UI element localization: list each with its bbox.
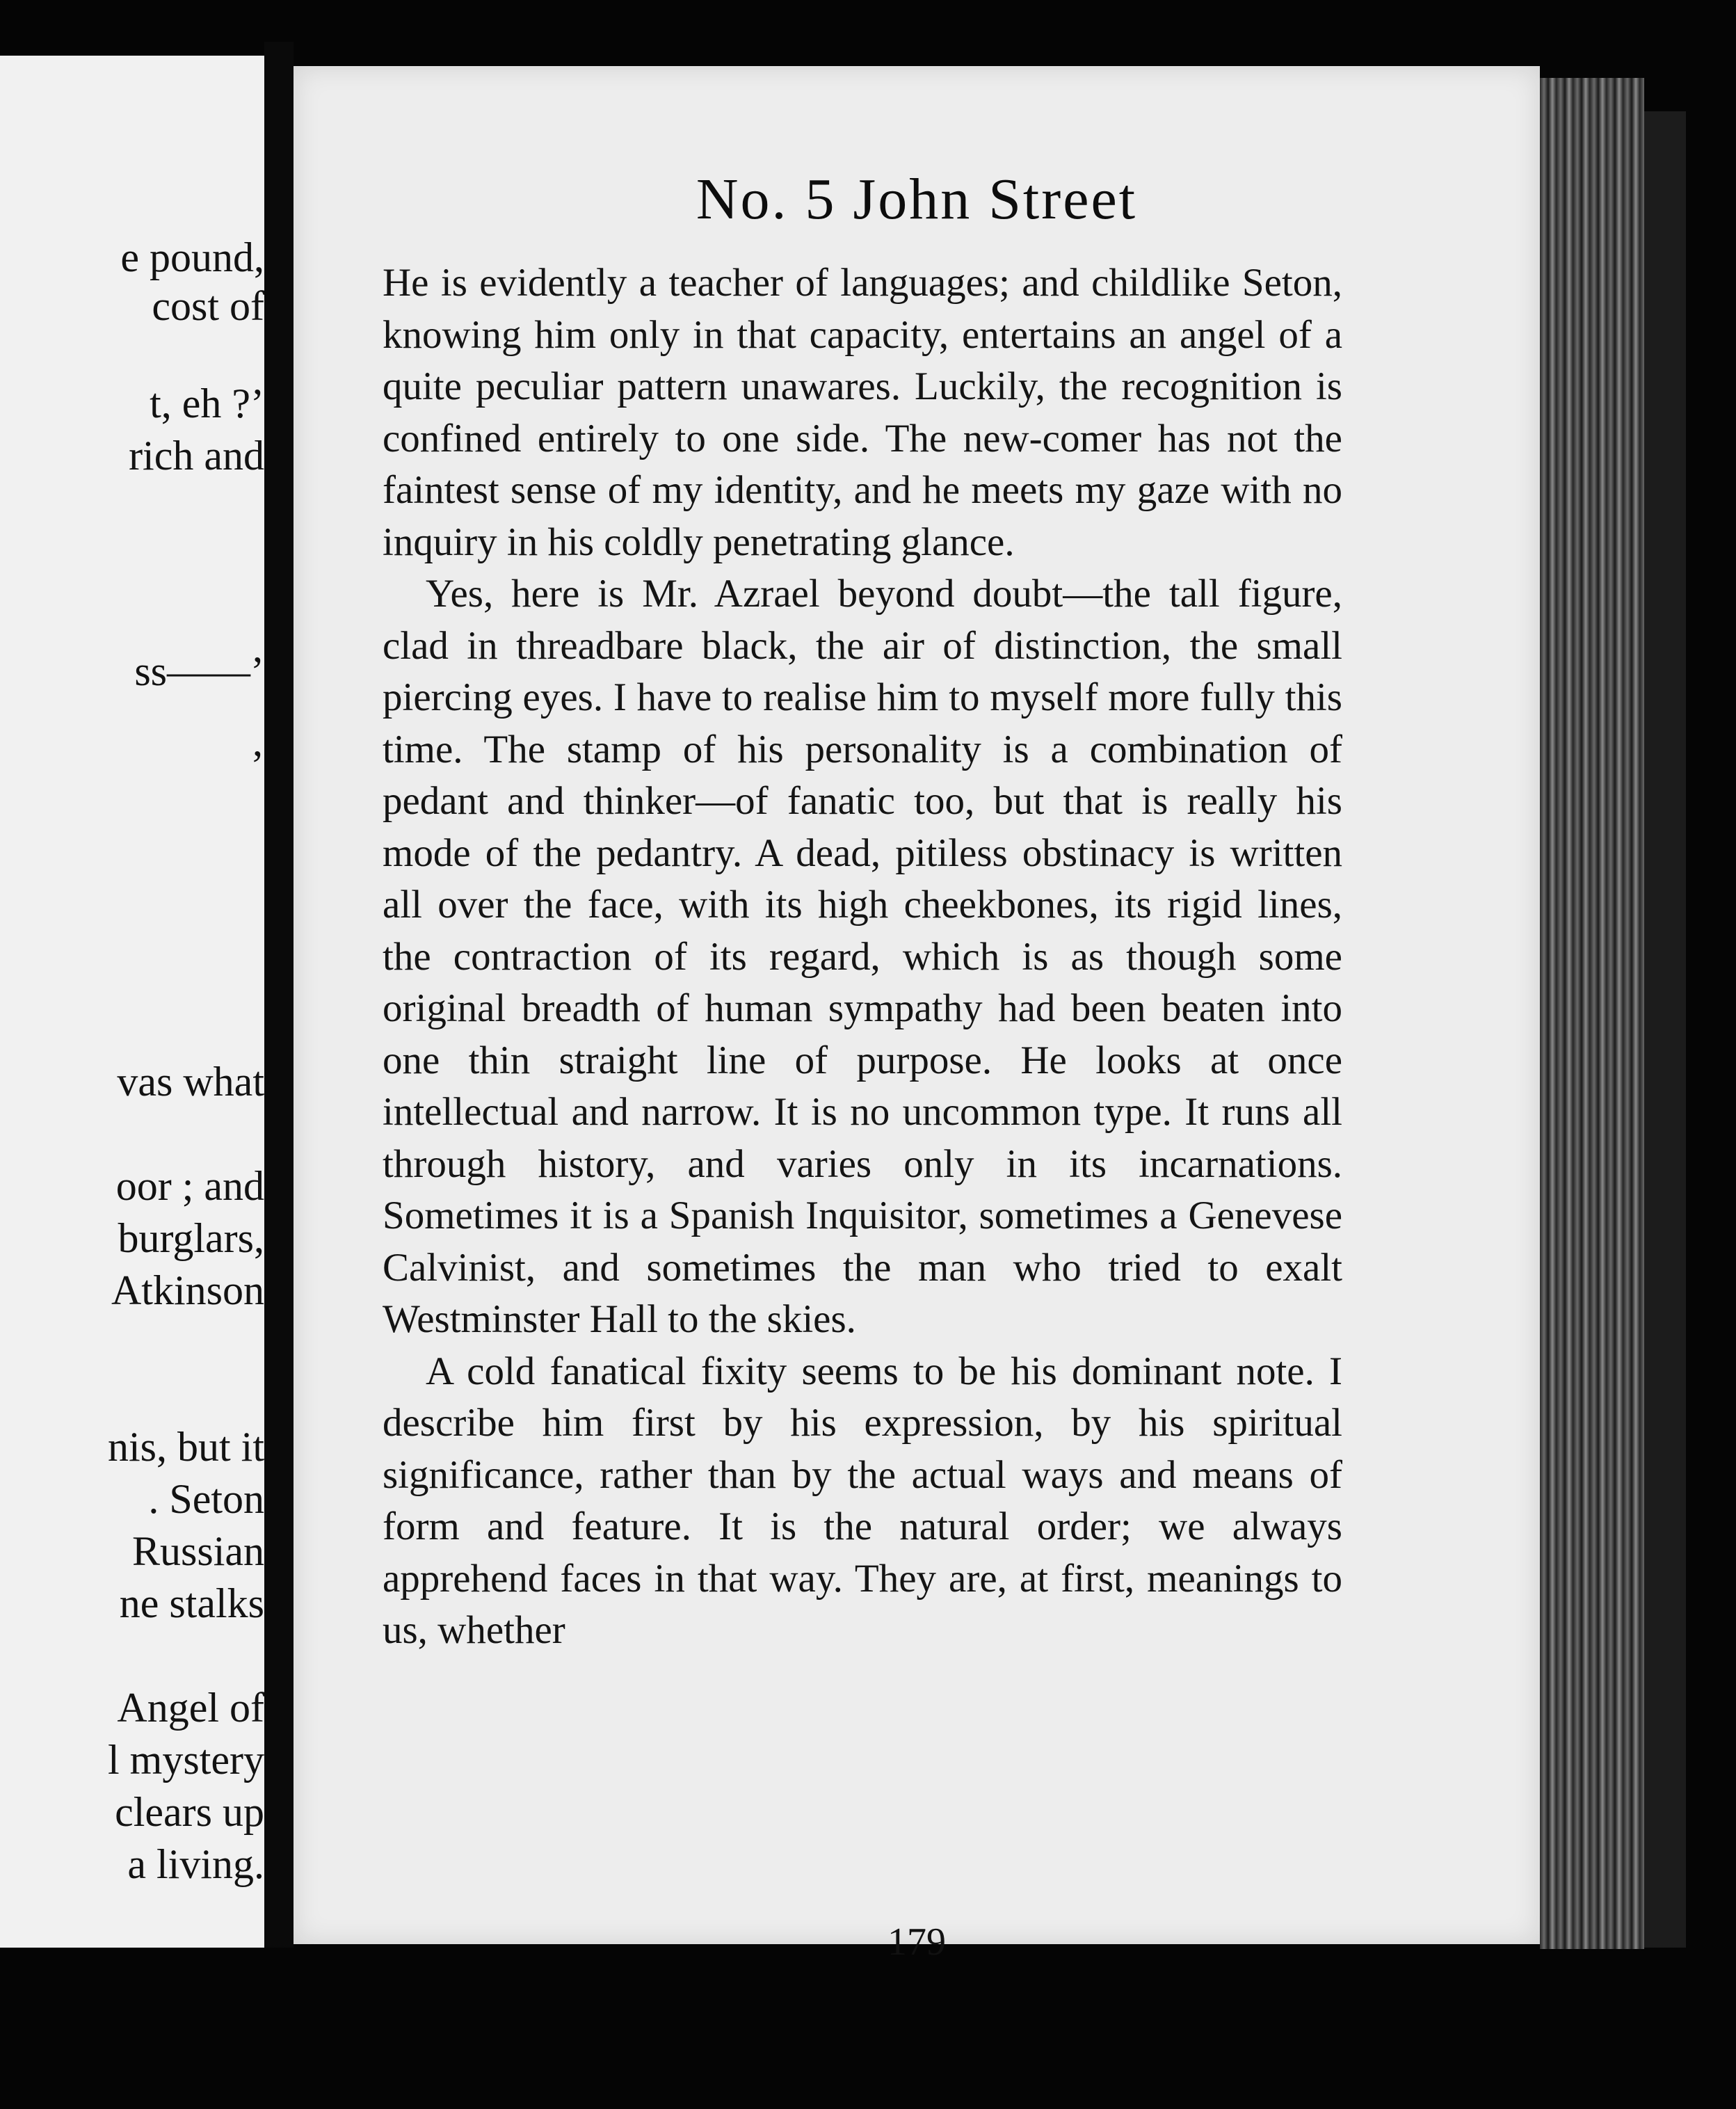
page-edges: [1540, 78, 1644, 1949]
previous-page-line: oor ; and: [115, 1163, 264, 1209]
book-binding: [1644, 111, 1686, 1948]
previous-page-line: . Seton: [148, 1476, 264, 1522]
body-text: [383, 257, 1342, 1657]
page-number: 179: [887, 1920, 946, 1964]
previous-page-line: Angel of: [117, 1685, 264, 1731]
previous-page-line: l mystery: [108, 1737, 264, 1783]
previous-page-fragment: [0, 56, 264, 1948]
previous-page-line: nis, but it: [107, 1424, 264, 1470]
paragraph-3: A cold fanatical fixity seems to be his dominant note. I describe him first by his expression, by his spiritual significance, rather than by the actual ways and means of form and feature. It is the natural order; we always apprehend faces in that way. They are, at first, meanings to us, whether: [383, 1349, 1342, 1652]
previous-page-line: cost of: [152, 283, 264, 329]
previous-page-line: e pound,: [120, 234, 264, 280]
previous-page-line: rich and: [129, 433, 264, 479]
previous-page-line: a living.: [127, 1841, 264, 1887]
previous-page-line: Atkinson: [111, 1267, 264, 1313]
previous-page-line: ne stalks: [119, 1580, 264, 1626]
running-head: No. 5 John Street: [696, 167, 1138, 232]
previous-page-line: Russian: [131, 1528, 264, 1574]
paragraph-1: He is evidently a teacher of languages; and childlike Seton, knowing him only in that capacity, entertains an angel of a quite peculiar pattern unawares. Luckily, the recognition is confined entirely to one side. The new-comer has not the faintest sense of my identity, and he meets my gaze with no inquiry in his coldly penetrating glance.: [383, 261, 1342, 564]
previous-page-line: clears up: [115, 1789, 264, 1835]
book-gutter: [264, 42, 294, 1948]
previous-page-line: t, eh ?’: [150, 380, 264, 426]
previous-page-line: vas what: [117, 1059, 264, 1105]
previous-page-line: ’: [250, 742, 264, 788]
paragraph-2: Yes, here is Mr. Azrael beyond doubt—the tall figure, clad in threadbare black, the air of distinction, the small piercing eyes. I have to realise him to myself more fully this time. The stamp of his personality is a combination of pedant and thinker—of fanatic too, but that is really his mode of the pedantry. A dead, pitiless obstinacy is written all over the face, with its high cheekbones, its rigid lines, the contraction of its regard, which is as though some original breadth of human sympathy had been beaten into one thin straight line of purpose. He looks at once intellectual and narrow. It is no uncommon type. It runs all through history, and varies only in its incarnations. Sometimes it is a Spanish Inquisitor, sometimes a Genevese Calvinist, and sometimes the man who tried to exalt Westminster Hall to the skies.: [383, 572, 1342, 1341]
previous-page-line: burglars,: [118, 1215, 264, 1261]
previous-page-line: ss——’: [134, 648, 264, 694]
